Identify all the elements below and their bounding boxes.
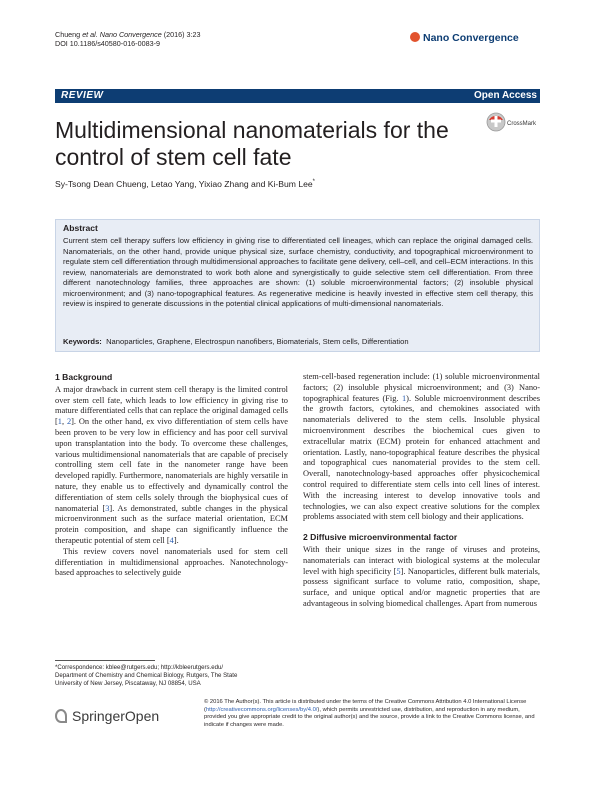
journal-brand-name: Nano Convergence <box>423 32 519 44</box>
publisher-name: Springer <box>72 708 125 724</box>
keywords-line <box>63 337 533 347</box>
footnote-rule <box>55 660 155 661</box>
publisher-suffix: Open <box>124 708 160 724</box>
article-type-label: REVIEW <box>61 90 104 101</box>
springer-horse-icon <box>55 709 67 723</box>
crossmark-icon <box>486 111 540 133</box>
body-column-left <box>55 372 288 579</box>
publisher-logo <box>55 708 159 724</box>
license-link[interactable]: http://creativecommons.org/licenses/by/4.0/ <box>205 706 318 713</box>
license-statement: © 2016 The Author(s). This article is distributed under the terms of the Creative Commons Attribution 4.0 International License (http://creativecommons.org/licenses/by/4.0/), which permits unrestricted use, distribution, and reproduction in any medium, provided you give appropriate credit to the original author(s) and the source, provide a link to the Creative Commons license, and indicate if changes were made. <box>204 699 535 728</box>
affiliation-line: Department of Chemistry and Chemical Biology, Rutgers, The State <box>55 672 238 679</box>
citation-line: Chueng et al. Nano Convergence (2016) 3:23 <box>55 30 201 39</box>
paragraph: This review covers novel nanomaterials used for stem cell differentiation in multidimensional approaches. Nanotechnology-based approaches to selectively guide <box>55 546 288 578</box>
section-heading-background: 1 Background <box>55 372 113 382</box>
article-title: Multidimensional nanomaterials for the control of stem cell fate <box>55 117 449 170</box>
citation-link[interactable]: 5 <box>396 566 401 576</box>
keywords-label: Keywords: <box>63 337 102 346</box>
citation-link[interactable]: 4 <box>169 535 174 545</box>
body-column-right <box>303 372 540 610</box>
citation-link[interactable]: 3 <box>105 503 110 513</box>
correspondence-line[interactable]: *Correspondence: kblee@rutgers.edu; http://kbleerutgers.edu/ <box>55 664 224 671</box>
open-access-label: Open Access <box>474 90 537 101</box>
citation-etal: et al. <box>82 30 98 39</box>
keywords-list: Nanoparticles, Graphene, Electrospun nanofibers, Biomaterials, Stem cells, Differentiation <box>106 337 409 346</box>
section-heading-diffusive: 2 Diffusive microenvironmental factor <box>303 532 458 543</box>
paragraph: stem-cell-based regeneration include: (1) soluble microenvironmental factors; (2) insoluble physical microenvironment; and (3) Nano-topographical features (Fig. 1). Soluble microenvironment describes the growth factors, cytokines, and chemokines associated with nanomaterials delivered to the stem cells. Insoluble physical microenvironment describes the biochemical cues given to extracellular matrix (ECM) protein for enhanced attachment and orientation. Lastly, nano-topographical feature describes the physical and topographical cues nanomaterial provides to the stem cell. Overall, nanotechnology-based approaches offer physicochemical control required to differentiate stem cells into cell lines of interest. With the increasing interest to develop innovative tools and technologies, we can also expect creative solutions for the complex problems associated with stem cell biology and their applications. <box>303 372 541 522</box>
citation-journal: Nano Convergence <box>99 30 162 39</box>
author-list: Sy-Tsong Dean Chueng, Letao Yang, Yixiao Zhang and Ki-Bum Lee* <box>55 179 316 189</box>
crossmark-label: CrossMark <box>507 121 537 127</box>
abstract-heading: Abstract <box>63 223 98 233</box>
abstract-text: Current stem cell therapy suffers low efficiency in giving rise to differentiated cell lineages, which can replace the original damaged cells. Nanomaterials, on the other hand, provide unique physical size, surface chemistry, conductivity, and topographical microenvironment to regulate stem cell differentiation through multidimensional approaches to facilitate gene delivery, cell–cell, and cell–ECM interactions. In this review, nanomaterials are demonstrated to work both alone and synergistically to guide selective stem cell differentiation. From three different nanotechnology families, three approaches are shown: (1) soluble microenvironmental factors; (2) insoluble physical microenvironment; and (3) nano-topographical features. As regenerative medicine is heavily invested in effective stem cell therapy, this review is inspired to generate discussions in the potential clinical applications of multi-dimensional nanomaterials. <box>63 236 533 308</box>
affiliation-line: University of New Jersey, Piscataway, NJ 08854, USA <box>55 680 201 687</box>
citation-link[interactable]: 1 <box>57 417 62 427</box>
paragraph: A major drawback in current stem cell therapy is the limited control over stem cell fate, which leads to low efficiency in giving rise to mature differentiated cells that can replace the original damaged cells [1, 2]. On the other hand, ex vivo differentiation of stem cells have been proven to be very low in efficiency and has poor cell survival upon transplantation into the body. To overcome these challenges, various multidimensional nanomaterials that are capable of precisely controlling stem cell fate in the nanometer range have been developed rapidly. Furthermore, nanomaterials are highly versatile in nature, they enable us to effectively and dynamically control the differentiation of stem cells solely through the biophysical cues of nanomaterial [3]. As demonstrated, subtle changes in the physical microenvironment such as the surface material orientation, ECM protein composition, and shape can significantly influence the therapeutic potential of stem cell [4]. <box>55 384 288 545</box>
correspondence-footnote <box>55 664 295 688</box>
journal-brand[interactable] <box>410 32 519 44</box>
corresponding-author-mark: * <box>312 179 316 186</box>
doi-line[interactable]: DOI 10.1186/s40580-016-0083-9 <box>55 39 160 48</box>
figure-link[interactable]: 1 <box>401 393 407 403</box>
paragraph: With their unique sizes in the range of viruses and proteins, nanomaterials can interact with biological systems at the molecular level with high specificity [5]. Nanoparticles, different bulk materials, possess significant surface to volume ratio, composition, shape, surface, and unique optical and/or magnetic properties that are advantageous in solving biomedical challenges. Apart from numerous <box>303 544 540 608</box>
article-type-band <box>55 89 540 103</box>
journal-logo-icon <box>410 32 420 42</box>
citation-link[interactable]: 2 <box>66 417 72 427</box>
crossmark-badge[interactable] <box>486 111 540 138</box>
running-header <box>55 30 200 48</box>
